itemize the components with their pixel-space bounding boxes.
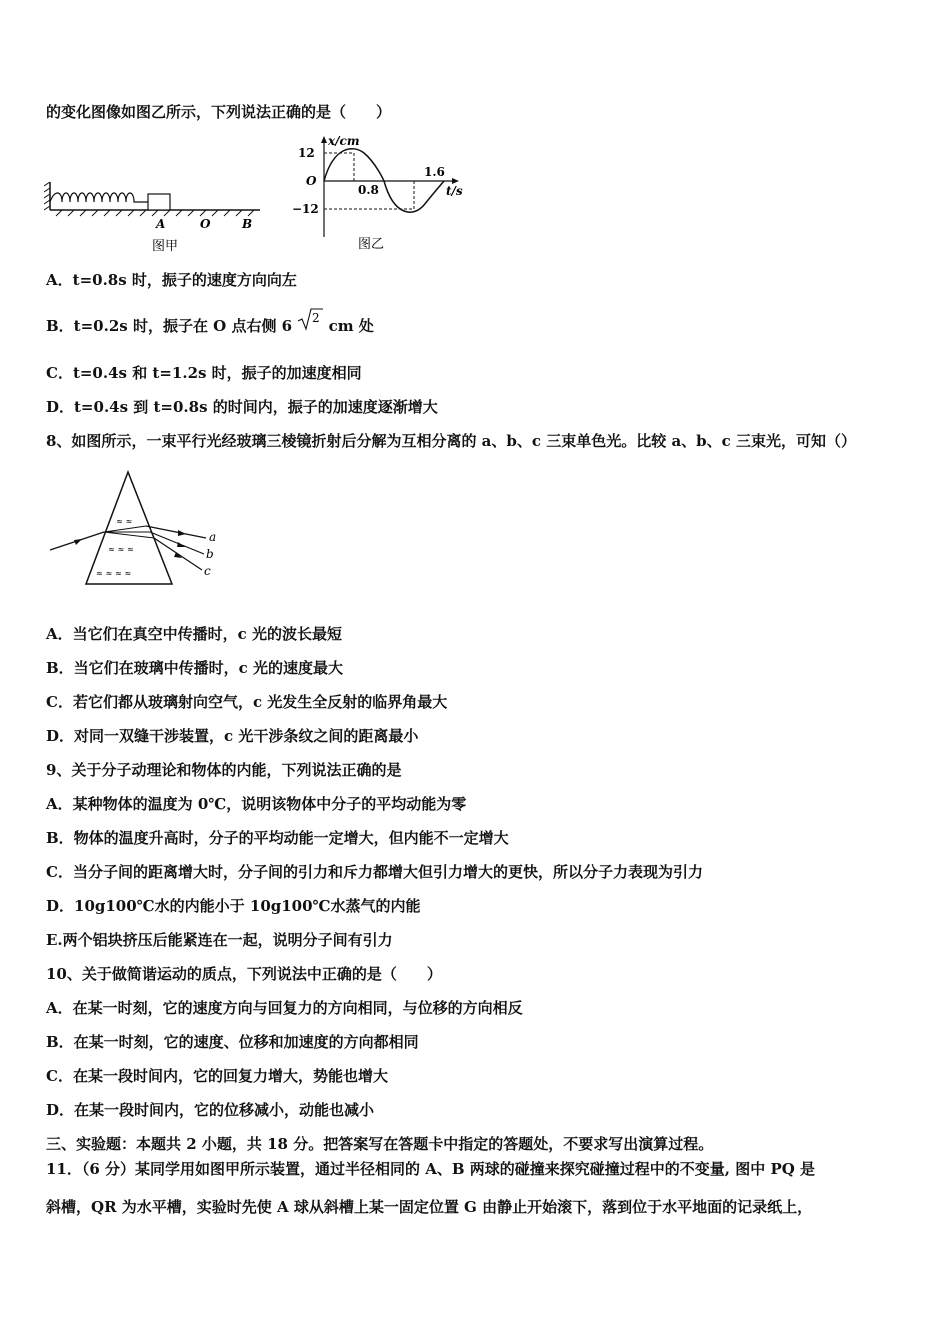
caption-jia: 图甲: [152, 239, 179, 254]
q9-option-d: D．10g100℃水的内能小于 10g100℃水蒸气的内能: [46, 897, 421, 915]
tick-minus12: −12: [292, 202, 319, 216]
q8-option-c: C．若它们都从玻璃射向空气，c 光发生全反射的临界角最大: [46, 693, 448, 711]
q7-option-b-suffix: cm 处: [328, 317, 374, 335]
q8-option-d: D．对同一双缝干涉装置，c 光干涉条纹之间的距离最小: [46, 727, 419, 745]
q7-option-a: A．t=0.8s 时，振子的速度方向向左: [46, 271, 297, 289]
caption-yi: 图乙: [358, 237, 385, 252]
label-b: B: [242, 217, 253, 231]
q7-option-c: C．t=0.4s 和 t=1.2s 时，振子的加速度相同: [46, 364, 362, 382]
q8-option-a: A．当它们在真空中传播时，c 光的波长最短: [46, 625, 342, 643]
q9-option-a: A．某种物体的温度为 0℃，说明该物体中分子的平均动能为零: [46, 795, 467, 813]
svg-text:≈ ≈ ≈ ≈: ≈ ≈ ≈ ≈: [96, 568, 132, 578]
q9-option-c: C．当分子间的距离增大时，分子间的引力和斥力都增大但引力增大的更快，所以分子力表现为引力: [46, 863, 703, 881]
incident-arrow: [74, 539, 82, 545]
sqrt-sign: [297, 307, 323, 333]
label-a: A: [156, 217, 166, 231]
q9-stem: 9、关于分子动理论和物体的内能，下列说法正确的是: [46, 761, 402, 779]
origin-label: O: [306, 174, 317, 188]
q10-stem: 10、关于做简谐运动的质点，下列说法中正确的是（ ）: [46, 965, 442, 983]
label-ray-c: c: [204, 564, 211, 578]
xt-graph-figure: [284, 133, 474, 255]
q8-stem: 8、如图所示，一束平行光经玻璃三棱镜折射后分解为互相分离的 a、b、c 三束单色光。比较 a、b、c 三束光，可知（）: [46, 432, 857, 450]
y-axis-arrow: [321, 136, 327, 143]
q11-line-2: 斜槽，QR 为水平槽，实验时先使 A 球从斜槽上某一固定位置 G 由静止开始滚下，落到位于水平地面的记录纸上，: [46, 1198, 813, 1216]
q7-option-d: D．t=0.4s 到 t=0.8s 的时间内，振子的加速度逐渐增大: [46, 398, 438, 416]
section3-heading: 三、实验题：本题共 2 小题，共 18 分。把答案写在答题卡中指定的答题处，不要求写出演算过程。: [46, 1135, 714, 1153]
svg-text:≈ ≈ ≈: ≈ ≈ ≈: [108, 544, 134, 554]
y-axis-label: x/cm: [328, 134, 360, 148]
q7-option-b-prefix: B．t=0.2s 时，振子在 O 点右侧 6: [46, 317, 293, 335]
tick-12: 12: [298, 146, 315, 160]
q9-option-b: B．物体的温度升高时，分子的平均动能一定增大，但内能不一定增大: [46, 829, 509, 847]
q7-stem: 的变化图像如图乙所示，下列说法正确的是（ ）: [46, 103, 392, 121]
svg-text:≈ ≈: ≈ ≈: [116, 516, 133, 526]
q8-option-b: B．当它们在玻璃中传播时，c 光的速度最大: [46, 659, 344, 677]
label-ray-b: b: [206, 547, 214, 561]
spring-coil: [50, 193, 148, 202]
q10-option-c: C．在某一段时间内，它的回复力增大，势能也增大: [46, 1067, 388, 1085]
spring-oscillator-figure: [44, 176, 266, 256]
q10-option-b: B．在某一时刻，它的速度、位移和加速度的方向都相同: [46, 1033, 419, 1051]
q10-option-d: D．在某一段时间内，它的位移减小，动能也减小: [46, 1101, 375, 1119]
x-axis-label: t/s: [446, 184, 463, 198]
tick-08: 0.8: [358, 183, 379, 197]
tick-16: 1.6: [424, 165, 445, 179]
ray-a: [146, 526, 206, 538]
q10-option-a: A．在某一时刻，它的速度方向与回复力的方向相同，与位移的方向相反: [46, 999, 523, 1017]
label-ray-a: a: [209, 530, 217, 544]
sqrt-radicand: 2: [312, 311, 320, 325]
oscillator-block: [148, 194, 170, 210]
q11-line-1: 11．（6 分）某同学用如图甲所示装置，通过半径相同的 A、B 两球的碰撞来探究碰撞过程中的不变量, 图中 PQ 是: [46, 1160, 816, 1178]
label-o: O: [200, 217, 211, 231]
q7-option-b: [46, 311, 374, 336]
prism-figure: [46, 466, 226, 590]
q9-option-e: E.两个铝块挤压后能紧连在一起，说明分子间有引力: [46, 931, 393, 949]
